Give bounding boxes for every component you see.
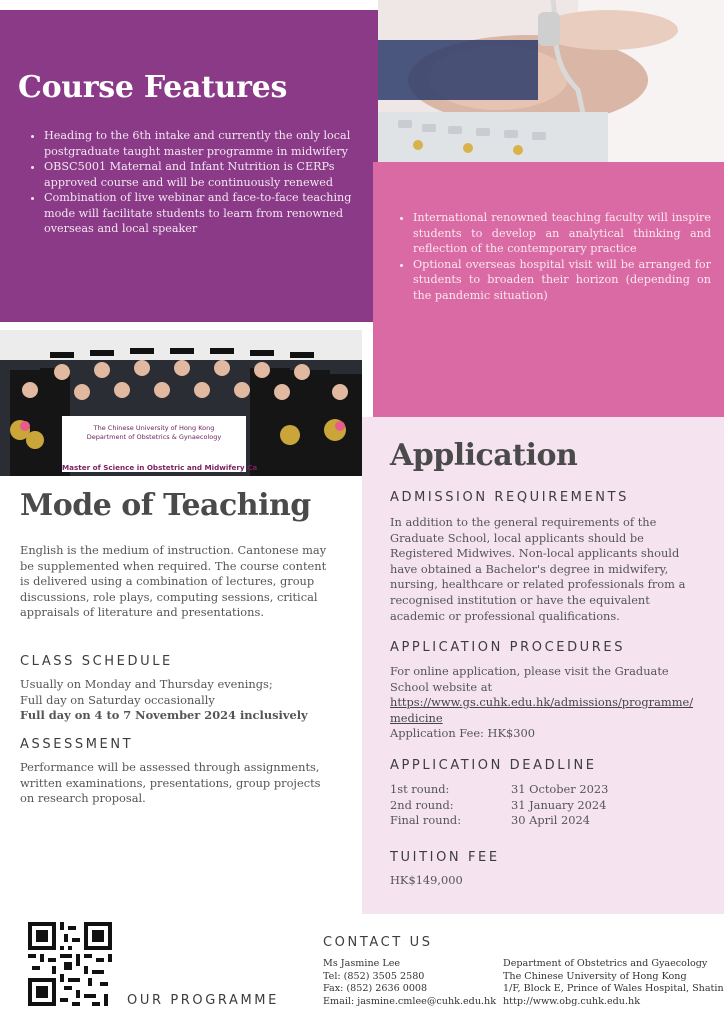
our-programme-label: OUR PROGRAMME bbox=[127, 993, 279, 1008]
banner-department: Department of Obstetrics & Gynaecology bbox=[86, 433, 222, 441]
contact-tel: Tel: (852) 3505 2580 bbox=[323, 970, 425, 982]
application-procedures-heading: APPLICATION PROCEDURES bbox=[390, 640, 626, 655]
deadline-row bbox=[390, 813, 608, 829]
banner-programme: Master of Science in Obstetric and Midwifery Ca bbox=[62, 463, 258, 472]
contact-name: Ms Jasmine Lee bbox=[323, 958, 401, 969]
deadline-date: 30 April 2024 bbox=[511, 813, 590, 828]
class-schedule-heading: CLASS SCHEDULE bbox=[20, 654, 173, 669]
course-features-panel bbox=[0, 10, 378, 322]
schedule-highlight: Full day on 4 to 7 November 2024 inclusively bbox=[20, 708, 308, 722]
graduation-illustration bbox=[0, 330, 362, 476]
qr-code-icon bbox=[28, 922, 112, 1006]
contact-fax: Fax: (852) 2636 0008 bbox=[323, 983, 428, 995]
deadline-date: 31 January 2024 bbox=[511, 797, 607, 812]
graduate-school-link[interactable]: https://www.gs.cuhk.edu.hk/admissions/programme/medicine bbox=[390, 695, 694, 725]
banner-university: The Chinese University of Hong Kong bbox=[93, 424, 215, 432]
ultrasound-illustration bbox=[378, 0, 724, 162]
assessment-body: Performance will be assessed through assignments, written examinations, presentations, group projects on research proposal. bbox=[20, 760, 321, 806]
schedule-line-1: Usually on Monday and Thursday evenings; bbox=[20, 677, 273, 691]
deadline-row bbox=[390, 782, 608, 798]
tuition-fee-value: HK$149,000 bbox=[390, 873, 463, 887]
department-name: Department of Obstetrics and Gyaecology bbox=[503, 958, 708, 969]
deadline-row bbox=[390, 798, 608, 814]
tuition-fee-heading: TUITION FEE bbox=[390, 850, 500, 865]
deadline-table bbox=[390, 782, 608, 829]
assessment-heading: ASSESSMENT bbox=[20, 737, 134, 752]
feature-bullet: • Optional overseas hospital visit will be arranged for students to broaden their horizon (depending on the pandemic situation) bbox=[413, 257, 711, 304]
admission-body: In addition to the general requirements of the Graduate School, local applicants should be Registered Midwives. Non-local applicants should have obtained a Bachelor's degree in midwifery, nursing, healthcare or related professionals from a recognised institution or have the equivalent academic or professional qualifications. bbox=[390, 515, 686, 623]
department-website[interactable]: http://www.obg.cuhk.edu.hk bbox=[503, 995, 641, 1007]
features-continued-panel bbox=[373, 162, 724, 417]
contact-us-heading: CONTACT US bbox=[323, 935, 433, 950]
application-fee: Application Fee: HK$300 bbox=[390, 726, 535, 740]
deadline-date: 31 October 2023 bbox=[511, 782, 609, 796]
deadline-round: Final round: bbox=[390, 813, 462, 828]
deadline-round: 2nd round: bbox=[390, 797, 454, 812]
feature-bullet: • Combination of live webinar and face-to-face teaching mode will facilitate students to learn from renowned overseas and local speaker bbox=[44, 190, 366, 237]
application-title: Application bbox=[390, 438, 578, 473]
deadline-round: 1st round: bbox=[390, 782, 450, 796]
admission-requirements-heading: ADMISSION REQUIREMENTS bbox=[390, 490, 630, 505]
ultrasound-photo bbox=[378, 0, 724, 162]
address-line: 1/F, Block E, Prince of Wales Hospital, Shatin bbox=[503, 983, 724, 995]
course-features-list bbox=[26, 128, 366, 237]
contact-email[interactable]: Email: jasmine.cmlee@cuhk.edu.hk bbox=[323, 995, 497, 1007]
graduation-photo bbox=[0, 330, 362, 476]
application-deadline-heading: APPLICATION DEADLINE bbox=[390, 758, 597, 773]
contact-person bbox=[323, 958, 503, 1008]
department-address bbox=[503, 958, 724, 1008]
features-continued-list bbox=[395, 210, 711, 303]
feature-bullet: • Heading to the 6th intake and currently the only local postgraduate taught master programme in midwifery bbox=[44, 128, 366, 159]
qr-code[interactable] bbox=[28, 922, 112, 1006]
feature-bullet: • OBSC5001 Maternal and Infant Nutrition is CERPs approved course and will be continuously renewed bbox=[44, 159, 366, 190]
course-features-title: Course Features bbox=[18, 70, 288, 105]
university-name: The Chinese University of Hong Kong bbox=[503, 970, 687, 982]
procedures-body: For online application, please visit the Graduate School website at bbox=[390, 664, 669, 694]
feature-bullet: • International renowned teaching faculty will inspire students to develop an analytical thinking and reflection of the contemporary practice bbox=[413, 210, 711, 257]
mode-of-teaching-title: Mode of Teaching bbox=[20, 488, 311, 523]
schedule-line-2: Full day on Saturday occasionally bbox=[20, 693, 215, 707]
teaching-body: English is the medium of instruction. Cantonese may be supplemented when required. The course content is delivered using a combination of lectures, group discussions, role plays, computing sessions, critical appraisals of literature and presentations. bbox=[20, 543, 327, 620]
